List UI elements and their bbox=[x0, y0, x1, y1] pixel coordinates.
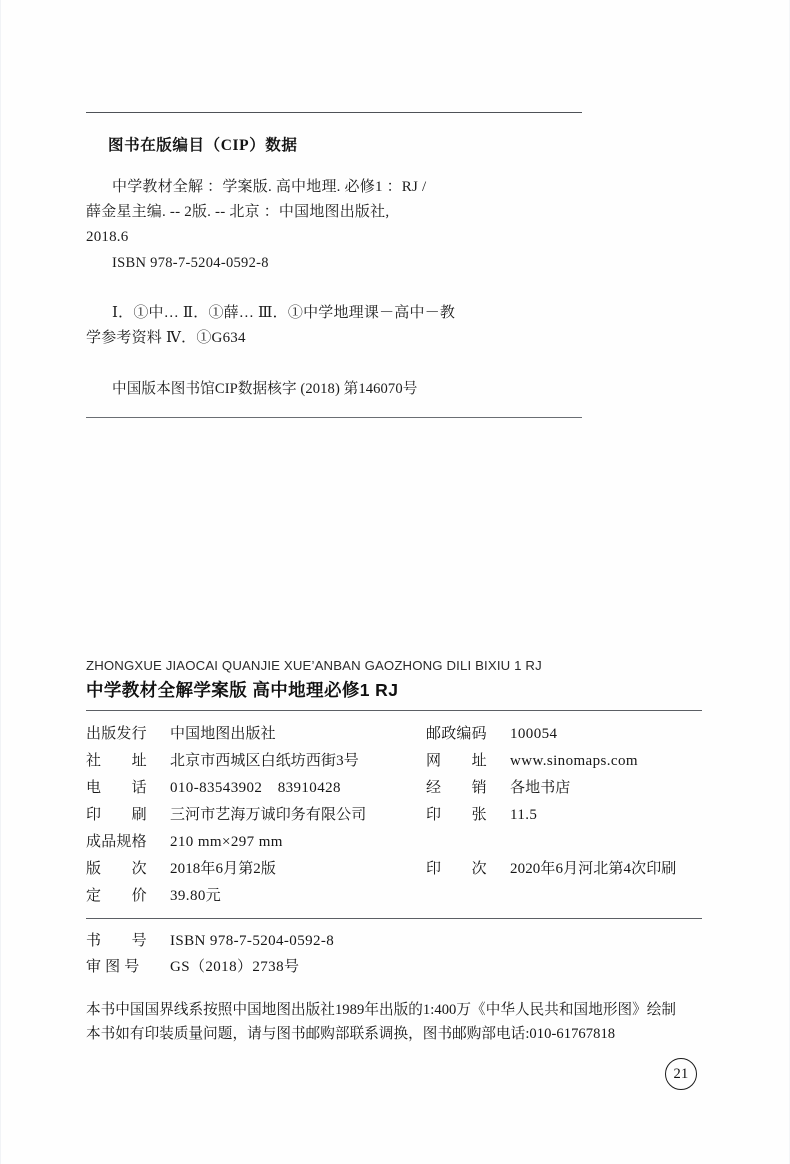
cip-entry-line-2: 薛金星主编. -- 2版. -- 北京 ：中国地图出版社, bbox=[86, 204, 390, 220]
row-value: 100054 bbox=[510, 726, 558, 742]
row-label: 电 话 bbox=[86, 780, 147, 796]
table-row bbox=[86, 883, 426, 910]
row-label: 版 次 bbox=[86, 861, 147, 877]
row-label: 网 址 bbox=[426, 753, 487, 769]
notices-block bbox=[86, 984, 702, 1046]
row-label: 社 址 bbox=[86, 753, 147, 769]
row-value: GS（2018）2738号 bbox=[170, 959, 300, 975]
row-label: 经 销 bbox=[426, 780, 487, 796]
cip-cataloging-number: 中国版本图书馆CIP数据核字 (2018) 第146070号 bbox=[112, 381, 418, 397]
row-value: 2018年6月第2版 bbox=[170, 861, 277, 877]
page-number: 21 bbox=[665, 1058, 697, 1090]
cip-entry-line-1: 中学教材全解 ：学案版. 高中地理. 必修1 ：RJ / bbox=[112, 179, 427, 195]
cip-heading: 图书在版编目（CIP）数据 bbox=[108, 137, 298, 154]
row-value: ISBN 978-7-5204-0592-8 bbox=[170, 933, 335, 949]
row-label: 印 张 bbox=[426, 807, 487, 823]
publication-info-left-column bbox=[86, 721, 426, 910]
table-row-spacer bbox=[426, 883, 702, 910]
row-label: 出版发行 bbox=[86, 726, 147, 742]
row-value: 210 mm×297 mm bbox=[170, 834, 283, 850]
table-row bbox=[426, 856, 702, 883]
row-label: 定 价 bbox=[86, 888, 147, 904]
colophon-block bbox=[86, 658, 702, 1046]
cip-isbn-line: ISBN 978-7-5204-0592-8 bbox=[112, 255, 269, 271]
cip-block bbox=[86, 112, 582, 418]
row-label: 书 号 bbox=[86, 933, 147, 949]
row-label: 邮政编码 bbox=[426, 726, 487, 742]
row-value: 三河市艺海万诚印务有限公司 bbox=[170, 807, 367, 823]
publication-info-table bbox=[86, 711, 702, 918]
table-row bbox=[86, 802, 426, 829]
row-value: 39.80元 bbox=[170, 888, 222, 904]
book-title: 中学教材全解学案版 高中地理必修1 RJ bbox=[86, 680, 399, 700]
book-identifier-block bbox=[86, 919, 702, 984]
table-row bbox=[86, 748, 426, 775]
table-row bbox=[86, 775, 426, 802]
row-value: 2020年6月河北第4次印刷 bbox=[510, 861, 677, 877]
table-row bbox=[426, 721, 702, 748]
row-label: 审 图 号 bbox=[86, 959, 140, 975]
cip-classification-line-2: 学参考资料 Ⅳ．①G634 bbox=[86, 330, 246, 346]
table-row bbox=[86, 928, 702, 954]
row-value: www.sinomaps.com bbox=[510, 753, 638, 769]
row-value: 各地书店 bbox=[510, 780, 571, 796]
table-row bbox=[86, 954, 702, 980]
cip-entry-line-3: 2018.6 bbox=[86, 229, 129, 245]
row-value: 北京市西城区白纸坊西街3号 bbox=[170, 753, 359, 769]
table-row bbox=[86, 856, 426, 883]
row-label: 成品规格 bbox=[86, 834, 147, 850]
table-row-spacer bbox=[426, 829, 702, 856]
row-label: 印 次 bbox=[426, 861, 487, 877]
row-value: 11.5 bbox=[510, 807, 538, 823]
row-value: 中国地图出版社 bbox=[170, 726, 276, 742]
quality-notice: 本书如有印装质量问题，请与图书邮购部联系调换，图书邮购部电话:010-61767818 bbox=[86, 1026, 616, 1042]
pinyin-title: ZHONGXUE JIAOCAI QUANJIE XUE’ANBAN GAOZHONG DILI BIXIU 1 RJ bbox=[86, 658, 542, 673]
table-row bbox=[86, 829, 426, 856]
table-row bbox=[86, 721, 426, 748]
cip-content bbox=[86, 113, 582, 417]
row-value: 010-83543902 83910428 bbox=[170, 780, 341, 796]
boundary-notice: 本书中国国界线系按照中国地图出版社1989年出版的1:400万《中华人民共和国地形图》绘制 bbox=[86, 1002, 677, 1018]
cip-bottom-rule bbox=[86, 417, 582, 418]
table-row bbox=[426, 802, 702, 829]
row-label: 印 刷 bbox=[86, 807, 147, 823]
table-row bbox=[426, 748, 702, 775]
cip-classification-line-1: Ⅰ．①中… Ⅱ．①薛… Ⅲ．①中学地理课－高中－教 bbox=[112, 305, 456, 321]
publication-info-right-column bbox=[426, 721, 702, 910]
table-row bbox=[426, 775, 702, 802]
